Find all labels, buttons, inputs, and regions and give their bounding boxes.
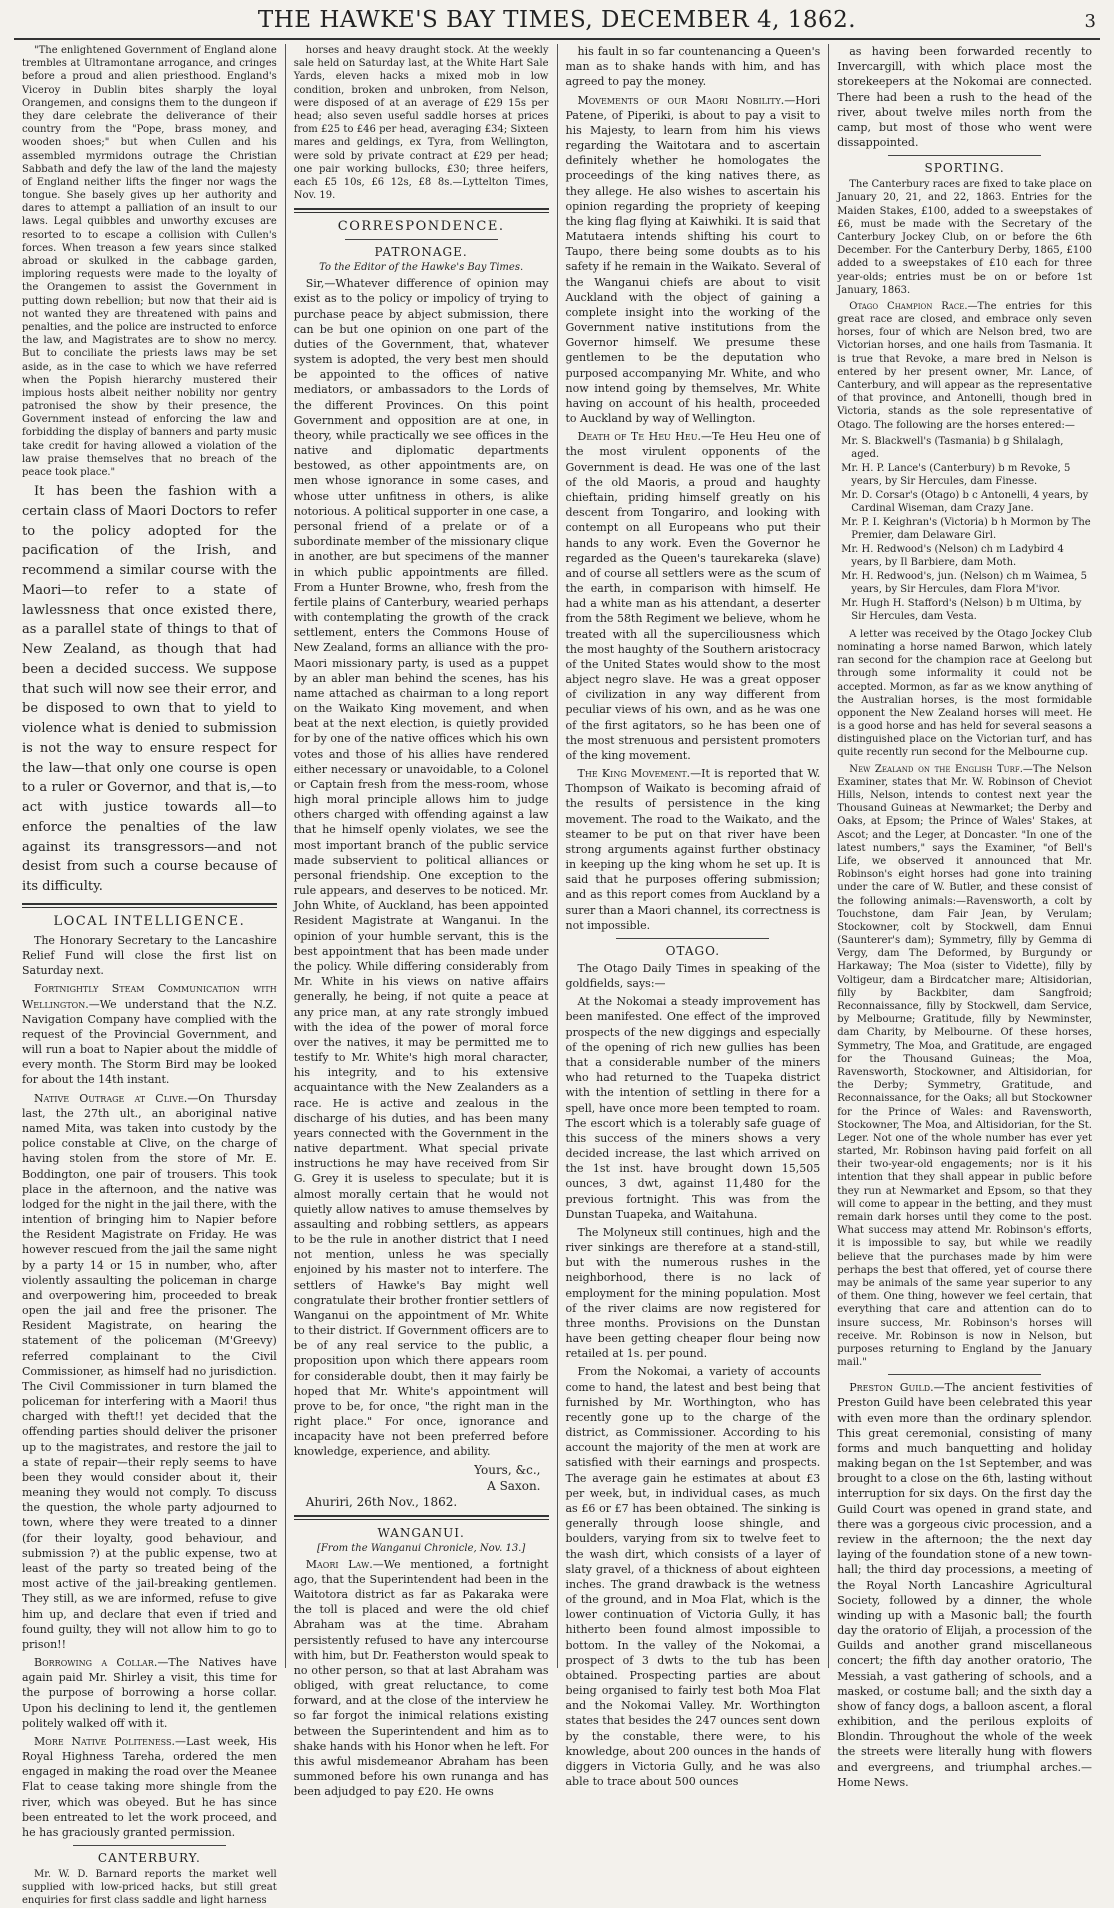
article-king-movement <box>566 766 821 933</box>
divider <box>294 208 549 213</box>
column-2 <box>286 44 558 1799</box>
list-item: Mr. P. I. Keighran's (Victoria) b h Mormon by The Premier, dam Delaware Girl. <box>841 516 1091 542</box>
article-lead: Fortnightly Steam Communication with Wellington. <box>22 982 277 1011</box>
article-horses: horses and heavy draught stock. At the weekly sale held on Saturday last, at the White Hart Sale Yards, eleven hacks a mixed mob in low condition, broken and unbroken, from Nelson, were disposed of at an average of £29 15s per head; also seven useful saddle horses at prices from £25 to £46 per head, averaging £34; Sixteen mares and geldings, ex Tyra, from Wellington, were sold by private contract at £29 per head; one pair working bullocks, £30; three heifers, each £5 10s, £6 12s, £8 8s.—Lyttelton Times, Nov. 19. <box>293 45 549 202</box>
divider <box>345 239 498 240</box>
section-heading-canterbury: CANTERBURY. <box>97 1851 201 1866</box>
article-lancashire: The Honorary Secretary to the Lancashire Relief Fund will close the first list on Saturday next. <box>22 933 277 978</box>
divider <box>22 903 277 908</box>
article-lead: Native Outrage at Clive. <box>34 1091 188 1105</box>
column-3 <box>558 44 830 1789</box>
column-4 <box>829 44 1100 1789</box>
section-heading-local: LOCAL INTELLIGENCE. <box>53 913 246 929</box>
columns <box>14 44 1100 1907</box>
article-champion-race <box>837 300 1092 432</box>
article-body: —We understand that the N.Z. Navigation Company have complied with the request of the Provincial Government, and will run a boat to Napier about the middle of every month. The Storm Bird may be looked for about the 14th instant. <box>22 997 277 1087</box>
page-number: 3 <box>1084 11 1096 32</box>
article-nokomai: At the Nokomai a steady improvement has been manifested. One effect of the improved prospects of the new diggings and especially of the opening of rich new gullies has been that a considerable number of the miners who had returned to the Tuapeka district with the intention of settling in there for a spell, have once more been tempted to roam. The escort which is a tolerably safe guage of this success of the miners shows a very decided increase, the last which arrived on the 1st inst. have brought down 15,505 ounces, 3 dwt, against 11,480 for the previous fortnight. This was from the Dunstan Tuapeka, and Waitahuna. <box>565 995 821 1221</box>
article-body: —We mentioned, a fortnight ago, that the Superintendent had been in the Waitotora district as far as Pakaraka were the toll is placed and were the old chief Abraham was at the time. Abraham persistently refused to have any intercourse with him, but Dr. Featherston would speak to no other person, so that at last Abraham was obliged, with great reluctance, to come forward, and at the close of the interview he so far forgot the inimical relations existing between the Superintendent and him as to shake hands with his Honor when he left. For this awful misdemeanor Abraham has been summoned before his own runanga and has been adjudged to pay £20. He owns <box>293 1557 549 1799</box>
article-body: —On Thursday last, the 27th ult., an aboriginal native named Mita, was taken into custody by the police constable at Clive, on the charge of having stolen from the store of Mr. E. Boddington, one pair of trousers. This took place in the afternoon, and the native was lodged for the night in the jail there, with the intention of bringing him to Napier before the Resident Magistrate on Friday. He was however rescued from the jail the same night by a party 14 or 15 in number, who, after violently assaulting the policeman in charge and overpowering him, proceeded to break open the jail and free the prisoner. The Resident Magistrate, on hearing the statement of the policeman (M'Greevy) referred complainant to the Civil Commissioner, as himself had no jurisdiction. The Civil Commissioner in turn blamed the policeman for interfering with a Maori! thus charged with theft!! yet decided that the offending parties should deliver the prisoner up to the magistrates, and restore the jail to a state of repair—their reply seems to have been they would consider about it, their meaning they would not comply. To discuss the question, the whole party adjourned to town, where they were treated to a dinner (for their loyalty, good behaviour, and submission ?) at the public expense, two at least of the party so treated being of the most active of the jail-breaking gentlemen. They still, as we are informed, refuse to give him up, and declare that even if tried and found guilty, they will not allow him to go to prison!! <box>22 1091 277 1651</box>
list-item: Mr. D. Corsar's (Otago) b c Antonelli, 4 years, by Cardinal Wiseman, dam Crazy Jane. <box>841 489 1089 515</box>
race-entries-list <box>837 435 1092 624</box>
article-lead: More Native Politeness. <box>34 1734 175 1748</box>
divider <box>73 1845 226 1846</box>
letter-closing: Yours, &c., <box>474 1462 541 1477</box>
article-lead: Movements of our Maori Nobility. <box>577 93 785 107</box>
article-politeness <box>22 1734 277 1840</box>
article-body: —The Natives have again paid Mr. Shirley a visit, this time for the purpose of borrowing a horse collar. Upon his declining to lend it, the gentlemen politely walked off with it. <box>22 1656 277 1730</box>
divider <box>294 1515 549 1520</box>
article-body: —Hori Patene, of Piperiki, is about to pay a visit to his Majesty, to learn from him his views regarding the Waitotara and to ascertain definitely whether he homologates the proceedings of the king natives there, as they allege. He also wishes to ascertain his opinion regarding the propriety of keeping the king flag flying at Kaiwhiki. It is said that Matutaera intends shifting his court to Taupo, there being some doubts as to his safety if he remain in the Waikato. Several of the Wanganui chiefs are about to visit Auckland with the object of gaining a complete insight into the working of the Government native institutions from the Governor himself. We presume these gentlemen to be the deputation who purposed accompanying Mr. White, and who now intend going by themselves, Mr. White having on account of his health, proceeded to Auckland by way of Wellington. <box>565 93 821 426</box>
section-heading-wanganui: WANGANUI. <box>377 1525 465 1540</box>
article-otago-intro: The Otago Daily Times in speaking of the goldfields, says:— <box>565 961 821 991</box>
divider <box>888 1374 1041 1375</box>
article-lead: Otago Champion Race. <box>849 300 968 312</box>
section-heading-otago: OTAGO. <box>665 943 721 958</box>
article-maori-doctors: It has been the fashion with a certain class of Maori Doctors to refer to the policy adopted for the pacification of the Irish, and recommend a similar course with the Maori—to refer to a state of lawlessness that once existed there, as a parallel state of things to that of New Zealand, as though that had been a decided success. We suppose that such will now see their error, and be disposed to own that to yield to violence what is denied to submission is not the way to ensure respect for the law—that only one course is open to a ruler or Governor, and that is,—to act with justice towards all—to enforce the penalties of the law against its transgressors—and not desist from such a course because of its difficulty. <box>22 484 277 895</box>
article-body: —The Nelson Examiner, states that Mr. W. Robinson of Cheviot Hills, Nelson, intends to contest next year the Thousand Guineas at Newmarket; the Derby and Oaks, at Epsom; the Prince of Wales' Stakes, at Ascot; and the Leger, at Doncaster. "In one of the latest numbers," says the Examiner, "of Bell's Life, we observed it announced that Mr. Robinson's eight horses had gone into training under the care of W. Butler, and these consist of the following animals:—Ravensworth, a colt by Touchstone, dam Fair Jean, by Verulam; Stockowner, colt by Stockwell, dam Ennui (Saunterer's dam); Symmetry, filly by Gemma di Vergy, dam The Deformed, by Burgundy or Harkaway; The Moa (sister to Vidette), filly by Voltigeur, dam a Birdcatcher mare; Altisidorian, filly by Backbiter, dam Sangfroid; Reconnaissance, filly by Stockwell, dam Service, by Melbourne; Gratitude, filly by Newminster, dam Charity, by Melbourne. Of these horses, Symmetry, The Moa, and Gratitude, are engaged for the Thousand Guineas; the Moa, Ravensworth, Stockowner, and Altisidorian, for the Derby; Symmetry, Gratitude, and Reconnaissance, for the Oaks; all but Stockowner for the Prince of Wales: and Ravensworth, Stockowner, The Moa, and Altisidorian, for the St. Leger. Not one of the whole number has ever yet started, Mr. Robinson having paid forfeit on all their two-year-old engagements; nor is it his intention that they shall appear in public before they run at Newmarket and Epsom, so that they will come to appear in the betting, and they must remain dark horses until they come to the post. What success may attend Mr. Robinson's efforts, it is impossible to say, but while we readily believe that the purchases made by him were perhaps the best that offered, yet of course there may be animals of the same year superior to any of them. One thing, however we feel certain, that everything that care and attention can do to insure success, Mr. Robinson's horses will receive. Mr. Robinson is now in Nelson, but purposes returning to England by the January mail." <box>837 763 1092 1369</box>
list-item: Mr. S. Blackwell's (Tasmania) b g Shilalagh, aged. <box>841 435 1064 461</box>
letter-body: Sir,—Whatever difference of opinion may exist as to the policy or impolicy of trying to purchase peace by abject submission, there can be but one opinion on one part of the duties of the Government, that, whatever system is adopted, the very best men should be appointed to the offices of native mediators, or ambassadors to the Lords of the different Provinces. On this point Government and opposition are at one, in theory, while practically we see offices in the native and diplomatic departments bestowed, as other appointments are, on men whose ignorance in some cases, and whose utter unfitness in others, is alike notorious. A political supporter in one case, a personal friend of a prelate or of a subordinate member of the missionary clique in another, are but specimens of the manner in which public appointments are filled. From a Hunter Browne, who, fresh from the fertile plains of Canterbury, wearied perhaps with contemplating the growth of the crack settlement, enters the Commons House of New Zealand, forms an alliance with the pro-Maori missionary party, is used as a puppet by an abler man behind the scenes, has his name attached as chairman to a long report on the Waikato King movement, and when beat at the next election, is quietly provided for by one of the native offices which his own votes and those of his allies have rendered either necessary or unavoidable, to a Colonel or Captain fresh from the mess-room, whose high moral principle allows him to judge others charged with offending against a law that he himself openly violates, we see the most important branch of the public service made subservient to political alliances or personal friendship. One exception to the rule appears, and deserves to be noticed. Mr. John White, of Auckland, has been appointed Resident Magistrate at Wanganui. In the opinion of your humble servant, this is the best appointment that has been made under the policy. While differing considerably from Mr. White in his views on native affairs generally, he being, if not quite a peace at any price man, at any rate strongly imbued with the idea of the power of moral force over the natives, it may be permitted me to testify to Mr. White's high moral character, his integrity, and to his extensive acquaintance with the New Zealanders as a race. He is active and zealous in the discharge of his duties, and has been many years connected with the Government in the native department. What special private instructions he may have received from Sir G. Grey it is useless to speculate; but it is almost morally certain that he would not quietly allow natives to amuse themselves by assaulting and robbing settlers, as appears to be the rule in another district that I need not mention, unless he was specially enjoined by his master not to interfere. The settlers of Hawke's Bay might well congratulate their brother frontier settlers of Wanganui on the appointment of Mr. White to their district. If Government officers are to be of any real service to the public, a proposition upon which there appears room for considerable doubt, then it may fairly be hoped that Mr. White's appointment will prove to be, for once, "the right man in the right place." For once, ignorance and incapacity have not been preferred before knowledge, experience, and ability. <box>293 277 549 1459</box>
section-heading-sporting: SPORTING. <box>924 161 1005 176</box>
list-item: Mr. Hugh H. Stafford's (Nelson) b m Ultima, by Sir Hercules, dam Vesta. <box>841 597 1082 623</box>
letter-salutation: To the Editor of the Hawke's Bay Times. <box>319 262 524 274</box>
article-molyneux: The Molyneux still continues, high and the river sinkings are therefore at a stand-still, but with the numerous rushes in the neighborhood, there is no lack of employment for the mining population. Most of the river claims are now registered for three months. Provisions on the Dunstan have been getting cheaper flour being now retailed at 1s. per pound. <box>565 1225 821 1361</box>
list-item: Mr. H. P. Lance's (Canterbury) b m Revoke, 5 years, by Sir Hercules, dam Finesse. <box>841 462 1071 488</box>
article-lead: Borrowing a Collar. <box>34 1656 158 1670</box>
newspaper-title: THE HAWKE'S BAY TIMES, DECEMBER 4, 1862. <box>257 7 857 33</box>
article-body: —Last week, His Royal Highness Tareha, ordered the men engaged in making the road over the Meanee Flat to cease taking more shingle from the river, which was obeyed. But he has since been entreated to let the work proceed, and he has graciously granted permission. <box>22 1734 277 1839</box>
article-body: —It is reported that W. Thompson of Waikato is becoming afraid of the results of persistence in the king movement. The road to the Waikato, and the steamer to be put on that river have been strong arguments against further obstinacy in keeping up the king whom he set up. It is said that he purposes offering submission; and as this report comes from Auckland by a surer than a Maori channel, its correctness is not impossible. <box>565 767 821 932</box>
article-nobility <box>566 93 821 427</box>
article-steam <box>22 981 277 1087</box>
article-lead: Death of Te Heu Heu. <box>577 430 701 444</box>
article-lead: Preston Guild. <box>849 1381 934 1395</box>
divider <box>888 155 1041 156</box>
letter-signature: A Saxon. <box>487 1478 541 1493</box>
article-collar <box>22 1655 277 1731</box>
article-outrage <box>22 1091 277 1652</box>
list-item: Mr. H. Redwood's (Nelson) ch m Ladybird 4 years, by Il Barbiere, dam Moth. <box>841 543 1064 569</box>
article-lead: The King Movement. <box>577 767 691 781</box>
article-body: —The ancient festivities of Preston Guild have been celebrated this year with even more than the ordinary splendor. This great ceremonial, consisting of many forms and much banquetting and holiday making began on the 1st September, and was brought to a close on the 6th, lasting without interruption for six days. On the first day the Guild Court was opened in grand state, and there was a gorgeous civic procession, and a review in the afternoon; the the next day laying of the foundation stone of a new town-hall; the third day processions, a meeting of the Royal North Lancashire Agricultural Society, followed by a dinner, the whole winding up with a Masonic ball; the fourth day the oratorio of Elijah, a procession of the Guilds and another grand miscellaneous concert; the fifth day another oratorio, The Messiah, a vast gathering of schools, and a masked, or costume ball; and the sixth day a show of fancy dogs, a balloon ascent, a floral exhibition, and the perilous exploits of Blondin. Throughout the whole of the week the streets were literally hung with flowers and evergreens, and triumphal arches.—Home News. <box>837 1381 1092 1789</box>
list-item: Mr. H. Redwood's, jun. (Nelson) ch m Waimea, 5 years, by Sir Hercules, dam Flora M'ivor. <box>841 570 1088 596</box>
article-invercargill: as having been forwarded recently to Invercargill, with which place most the storekeepers at the Nokomai are connected. There had been a rush to the head of the river, about twelve miles north from the camp, but most of those who went were dissappointed. <box>837 45 1092 150</box>
article-barwon: A letter was received by the Otago Jockey Club nominating a horse named Barwon, which lately ran second for the champion race at Geelong but through some informality it could not be accepted. Mormon, as far as we know anything of the Australian horses, is the most formidable opponent the New Zealand horses will meet. He is a good horse and has held for several seasons a distinguished place on the Victorian turf, and has quite recently run second for the Melbourne cup. <box>837 628 1092 759</box>
letter-heading-patronage: PATRONAGE. <box>374 245 468 260</box>
article-races: The Canterbury races are fixed to take place on January 20, 21, and 22, 1863. Entries for the Maiden Stakes, £100, added to a sweepstakes of £6, must be made with the Secretary of the Canterbury Jockey Club, on or before the 6th December. For the Canterbury Derby, 1865, £100 added to a sweepstakes of £10 each for three year-olds; entries must be on or before 1st January, 1863. <box>837 179 1092 296</box>
article-quote: "The enlightened Government of England alone trembles at Ultramontane arrogance, and cringes before a proud and alien priesthood. England's Viceroy in Dublin bites sharply the loyal Orangemen, and consigns them to the dungeon if they dare celebrate the deliverance of their country from the "Pope, brass money, and wooden shoes;" but when Cullen and his assembled myrmidons outrage the Christian Sabbath and defy the law of the land the majesty of England neither lifts the finger nor wags the tongue. She basely gives up her authority and dares to attempt a palliation of an insult to our laws. Legal quibbles and unworthy excuses are resorted to to escape a collision with Cullen's forces. When treason a few years since stalked abroad or skulked in the cabbage garden, imploring requests were made to the loyalty of the Orangemen to assist the Government in putting down rebellion; but now that their aid is not wanted they are threatened with pains and penalties, and the police are instructed to enforce the law, and Magistrates are to show no mercy. But to conciliate the priests laws may be set aside, as in the case to which we have referred when the Popish hierarchy mustered their impious hosts albeit neither nobility nor gentry patronised the show by their presence, the Government instead of enforcing the law and forbidding the display of banners and party music take credit for having allowed a violation of the law praise themselves that no breach of the peace took place." <box>22 45 277 478</box>
article-lead: New Zealand on the English Turf. <box>849 763 1023 775</box>
masthead <box>14 0 1100 40</box>
article-body: —Te Heu Heu one of the most virulent opponents of the Government is dead. He was one of the last of the old Maoris, a proud and haughty chieftain, priding himself greatly on his descent from Tongariro, and looking with contempt on all Europeans who put their hands to any work. Even the Governor he regarded as the Queen's taurekareka (slave) and of course all settlers were as the scum of the earth, in comparison with himself. He had a white man as his attendant, a deserter from the 58th Regiment we believe, whom he treated with all the superciliousness which the most haughty of the Southern aristocracy of the United States would show to the most abject negro slave. He was a great opposer of civilization in any way different from peculiar views of his own, and as he was one of the first agitators, so he has been one of the most strenuous and persistent promoters of the king movement. <box>565 430 821 762</box>
column-1 <box>14 44 286 1907</box>
source-credit: [From the Wanganui Chronicle, Nov. 13.] <box>316 1542 526 1554</box>
article-te-heu-heu <box>566 429 821 763</box>
article-fault: his fault in so far countenancing a Queen's man as to shake hands with him, and has agreed to pay the money. <box>565 45 821 89</box>
article-english-turf <box>837 763 1092 1370</box>
divider <box>616 938 769 939</box>
letter-dateline: Ahuriri, 26th Nov., 1862. <box>305 1494 458 1509</box>
section-heading-correspondence: CORRESPONDENCE. <box>337 219 505 235</box>
article-canterbury: Mr. W. D. Barnard reports the market well supplied with low-priced hacks, but still great enquiries for first class saddle and light harness <box>22 1869 277 1907</box>
article-body: —The entries for this great race are closed, and embrace only seven horses, four of which are Nelson bred, two are Victorian horses, and one hails from Tasmania. It is true that Revoke, a mare bred in Nelson is entered by her present owner, Mr. Lance, of Canterbury, and will appear as the representative of that province, and Antonelli, though bred in Victoria, stands as the sole representative of Otago. The following are the horses entered:— <box>837 300 1092 431</box>
article-worthington: From the Nokomai, a variety of accounts come to hand, the latest and best being that furnished by Mr. Worthington, who has recently gone up to the charge of the district, as Commissioner. According to his account the majority of the men at work are satisfied with their earnings and prospects. The average gain he estimates at about £3 per week, but, in individual cases, as much as £6 or £7 has been obtained. The sinking is generally through loose shingle, and boulders, varying from six to twelve feet to the wash dirt, which consists of a layer of slaty gravel, of a thickness of about eighteen inches. The grand drawback is the wetness of the ground, and in Moa Flat, which is the lower continuation of Victoria Gully, it has hitherto been found almost impossible to bottom. In the valley of the Nokomai, a prospect of 3 dwts to the tub has been obtained. Prospecting parties are about being organised to fairly test both Moa Flat and the Nokomai Valley. Mr. Worthington states that besides the 247 ounces sent down by the constable, there were, to his knowledge, about 200 ounces in the hands of diggers in Victoria Gully, and he was also able to trace about 500 ounces <box>565 1365 821 1789</box>
article-preston-guild <box>837 1380 1092 1790</box>
article-lead: Maori Law. <box>305 1557 373 1571</box>
article-maori-law <box>294 1557 549 1800</box>
